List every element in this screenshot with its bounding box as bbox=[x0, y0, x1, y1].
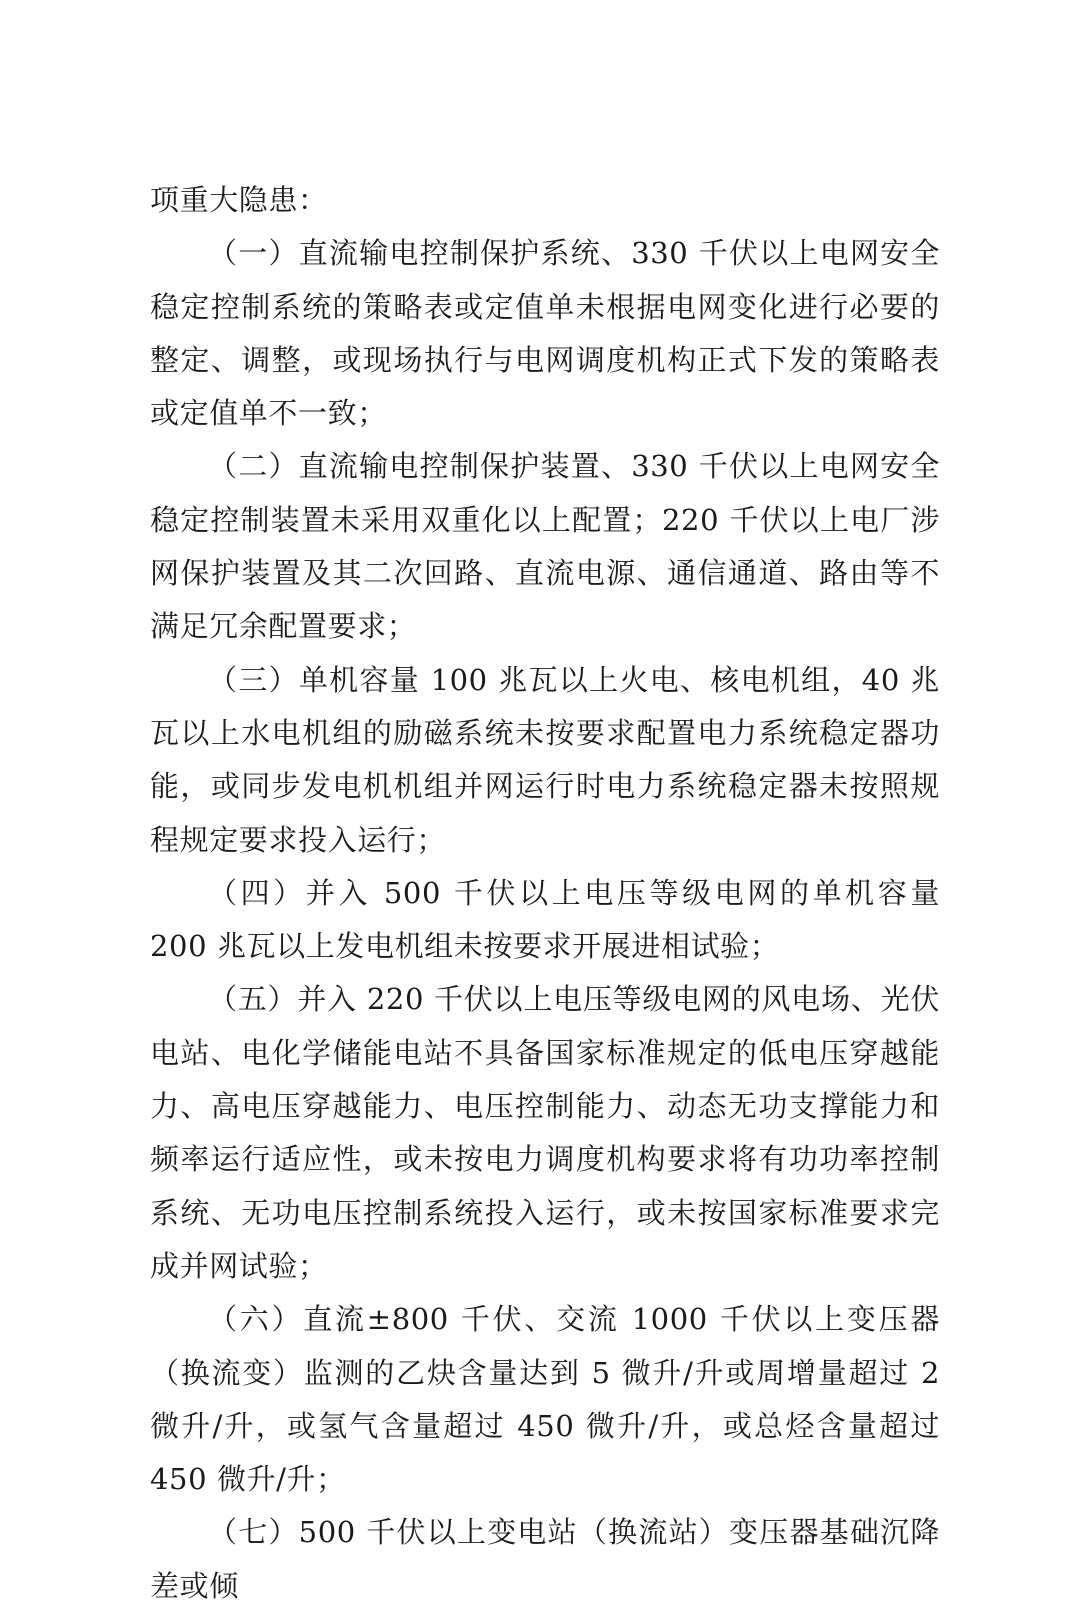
paragraph-item-1: （一）直流输电控制保护系统、330 千伏以上电网安全稳定控制系统的策略表或定值单未根据电网变化进行必要的整定、调整，或现场执行与电网调度机构正式下发的策略表或定值单不一致； bbox=[150, 236, 940, 431]
paragraph-item-2: （二）直流输电控制保护装置、330 千伏以上电网安全稳定控制装置未采用双重化以上配置；220 千伏以上电厂涉网保护装置及其二次回路、直流电源、通信通道、路由等不满足冗余配置要求； bbox=[150, 449, 940, 644]
document-body bbox=[150, 174, 940, 1613]
paragraph-item-5: （五）并入 220 千伏以上电压等级电网的风电场、光伏电站、电化学储能电站不具备国家标准规定的低电压穿越能力、高电压穿越能力、电压控制能力、动态无功支撑能力和频率运行适应性，或未按电力调度机构要求将有功功率控制系统、无功电压控制系统投入运行，或未按国家标准要求完成并网试验； bbox=[150, 982, 940, 1283]
paragraph-item-7: （七）500 千伏以上变电站（换流站）变压器基础沉降差或倾 bbox=[150, 1515, 940, 1603]
paragraph-heading-tail: 项重大隐患： bbox=[150, 183, 328, 217]
paragraph-item-3: （三）单机容量 100 兆瓦以上火电、核电机组，40 兆瓦以上水电机组的励磁系统未按要求配置电力系统稳定器功能，或同步发电机机组并网运行时电力系统稳定器未按照规程规定要求投入运行； bbox=[150, 662, 940, 857]
paragraph-item-4: （四）并入 500 千伏以上电压等级电网的单机容量 200 兆瓦以上发电机组未按要求开展进相试验； bbox=[150, 875, 940, 964]
paragraph-item-6: （六）直流±800 千伏、交流 1000 千伏以上变压器（换流变）监测的乙炔含量达到 5 微升/升或周增量超过 2 微升/升，或氢气含量超过 450 微升/升，或总烃含量超过 450 微升/升； bbox=[150, 1302, 940, 1497]
